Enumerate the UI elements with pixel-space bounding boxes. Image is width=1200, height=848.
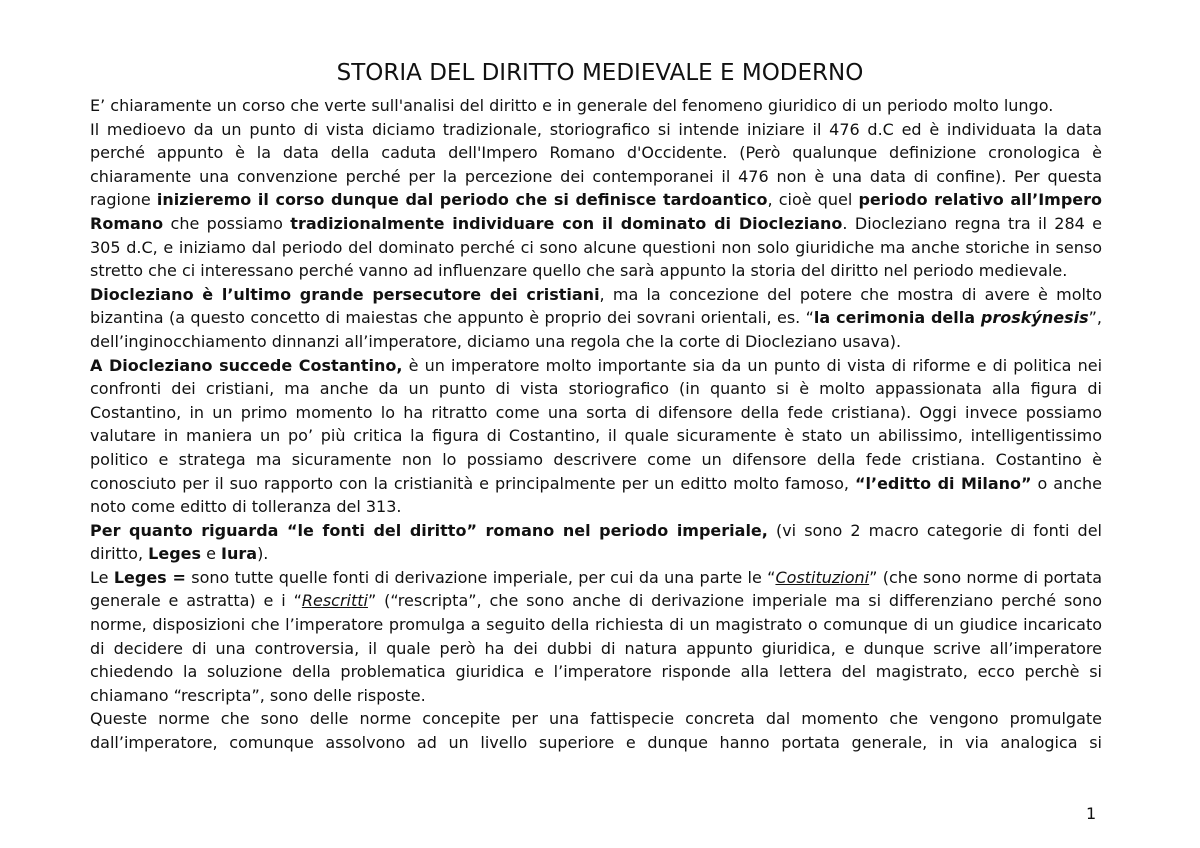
bold-italic-run: proskýnesis	[980, 308, 1089, 328]
text-run: è un imperatore molto importante sia da un punto di vista di riforme e di politica nei confronti dei cristiani, ma anche da un punto di vista storiografico (in quanto si è molto appassionata alla figura di Costantino, in un primo momento lo ha ritratto come una sorta di difensore della fede cristiana). Oggi invece possiamo valutare in maniera un po’ più critica la figura di Costantino, il quale sicuramente è stato un abilissimo, intelligentissimo politico e stratega ma sicuramente non lo possiamo descrivere come un difensore della fede cristiana. Costantino è conosciuto per il suo rapporto con la cristianità e principalmente per un editto molto famoso,	[90, 355, 1103, 493]
bold-run: Iura	[221, 544, 258, 564]
paragraph-intro	[90, 94, 1102, 118]
italic-underline-run: Costituzioni	[775, 567, 870, 587]
paragraph-norme	[90, 707, 1102, 754]
text-run: sono tutte quelle fonti di derivazione imperiale, per cui da una parte le “	[185, 567, 776, 587]
document-title: STORIA DEL DIRITTO MEDIEVALE E MODERNO	[336, 60, 864, 86]
bold-run: la cerimonia della	[813, 308, 981, 328]
paragraph-text: E’ chiaramente un corso che verte sull'analisi del diritto e in generale del fenomeno giuridico di un periodo molto lungo.	[90, 96, 1054, 115]
text-run: o anche noto come editto di tolleranza del 313.	[90, 473, 1103, 517]
text-run: ”, dell’inginocchiamento dinnanzi all’imperatore, diciamo una regola che la corte di Diocleziano usava).	[90, 308, 1102, 351]
text-run: e	[201, 544, 222, 564]
text-run: (vi sono 2 macro categorie di fonti del diritto,	[90, 520, 1102, 564]
document-body	[90, 94, 1102, 755]
page-number: 1	[1086, 804, 1097, 823]
text-run: , cioè quel	[767, 190, 859, 210]
bold-run: Per quanto riguarda “le fonti del diritto” romano nel periodo imperiale,	[90, 520, 768, 540]
text-run: ).	[257, 544, 269, 564]
paragraph-leges	[90, 566, 1102, 708]
text-run: , ma la concezione del potere che mostra di avere è molto bizantina (a questo concetto di maiestas che appunto è proprio dei sovrani orientali, es. “	[90, 284, 1102, 328]
text-run: ” (che sono norme di portata generale e astratta) e i “	[90, 567, 1103, 611]
paragraph-costantino	[90, 354, 1102, 519]
bold-run: inizieremo il corso dunque dal periodo che si definisce tardoantico	[156, 190, 768, 210]
paragraph-fonti	[90, 519, 1102, 566]
bold-run: “l’editto di Milano”	[854, 473, 1032, 493]
bold-run: Diocleziano è l’ultimo grande persecutore dei cristiani	[90, 284, 600, 304]
text-run: Il medioevo da un punto di vista diciamo tradizionale, storiografico si intende iniziare il 476 d.C ed è individuata la data perché appunto è la data della caduta dell'Impero Romano d'Occidente. (Però qualunque definizione cronologica è chiaramente una convenzione perché per la percezione dei contemporanei il 476 non è una data di confine). Per questa ragione	[90, 119, 1102, 210]
bold-run: A Diocleziano succede Costantino,	[90, 355, 403, 375]
bold-run: periodo relativo all’Impero Romano	[90, 190, 1103, 233]
paragraph-medioevo	[90, 118, 1102, 283]
paragraph-diocleziano	[90, 283, 1102, 354]
text-run: ” (“rescripta”, che sono anche di derivazione imperiale ma si differenziano perché sono norme, disposizioni che l’imperatore promulga a seguito della richiesta di un magistrato o comunque di un giudice incaricato di decidere di una controversia, il quale però ha dei dubbi di natura appunto giuridica, e dunque scrive all’imperatore chiedendo la soluzione della problematica giuridica e l’imperatore risponde alla lettera del magistrato, ecco perchè si chiamano “rescripta”, sono delle risposte.	[90, 591, 1102, 705]
bold-run: Leges =	[113, 567, 186, 587]
text-run: Le	[90, 567, 114, 587]
paragraph-text: Queste norme che sono delle norme concepite per una fattispecie concreta dal momento che vengono promulgate dall’imperatore, comunque assolvono ad un livello superiore e dunque hanno portata generale, in via analogica si	[90, 709, 1102, 753]
italic-underline-run: Rescritti	[301, 591, 368, 611]
bold-run: Leges	[148, 544, 202, 564]
text-run: che possiamo	[163, 213, 291, 233]
bold-run: tradizionalmente individuare con il dominato di Diocleziano	[290, 213, 843, 233]
text-run: . Diocleziano regna tra il 284 e 305 d.C, e iniziamo dal periodo del dominato perché ci sono alcune questioni non solo giuridiche ma anche storiche in senso stretto che ci interessano perché vanno ad influenzare quello che sarà appunto la storia del diritto nel periodo medievale.	[90, 213, 1103, 281]
